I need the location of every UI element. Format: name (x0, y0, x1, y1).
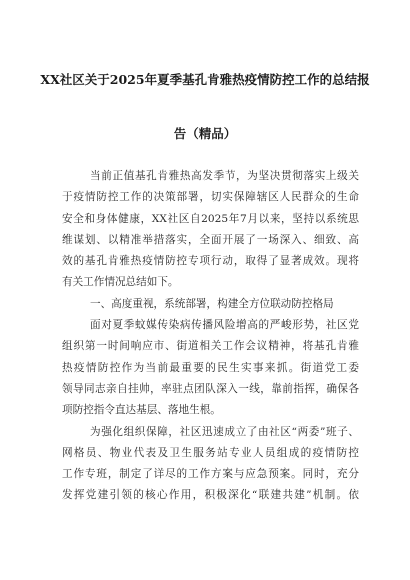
body-line: 当前正值基孔肯雅热高发季节，为坚决贯彻落实上级关 (90, 170, 359, 182)
body-line: 组织第一时间响应市、街道相关工作会议精神，将基孔肯雅 (62, 340, 359, 353)
body-line: 于疫情防控工作的决策部署，切实保障辖区人民群众的生命 (62, 191, 359, 204)
document-body (62, 166, 359, 507)
body-line: 网格员、物业代表及卫生服务站专业人员组成的疫情防控 (62, 446, 359, 459)
body-line: 工作专班，制定了详尽的工作方案与应急预案。同时，充分 (62, 468, 359, 481)
body-line: 发挥党建引领的核心作用，积极深化“联建共建”机制。依 (62, 489, 359, 502)
body-line: 领导同志亲自挂帅，率驻点团队深入一线，靠前指挥，确保各 (62, 382, 359, 395)
document-title-line-1: XX社区关于2025年夏季基孔肯雅热疫情防控工作的总结报 (40, 72, 370, 87)
body-line: 项防控指令直达基层、落地生根。 (62, 404, 221, 417)
body-line: 效的基孔肯雅热疫情防控专项行动，取得了显著成效。现将 (62, 255, 359, 268)
body-line: 有关工作情况总结如下。 (62, 276, 179, 289)
body-line: 面对夏季蚊媒传染病传播风险增高的严峻形势，社区党 (90, 319, 359, 332)
body-line: 安全和身体健康，XX社区自2025年7月以来，坚持以系统思 (62, 212, 359, 225)
body-line: 维谋划、以精准举措落实，全面开展了一场深入、细致、高 (62, 233, 359, 246)
document-title-line-2: 告（精品） (173, 126, 237, 141)
body-line: 为强化组织保障，社区迅速成立了由社区“两委”班子、 (90, 425, 359, 438)
body-line: 热疫情防控作为当前最重要的民生实事来抓。街道党工委 (62, 361, 359, 374)
section-heading: 一、高度重视，系统部署，构建全方位联动防控格局 (90, 297, 334, 310)
